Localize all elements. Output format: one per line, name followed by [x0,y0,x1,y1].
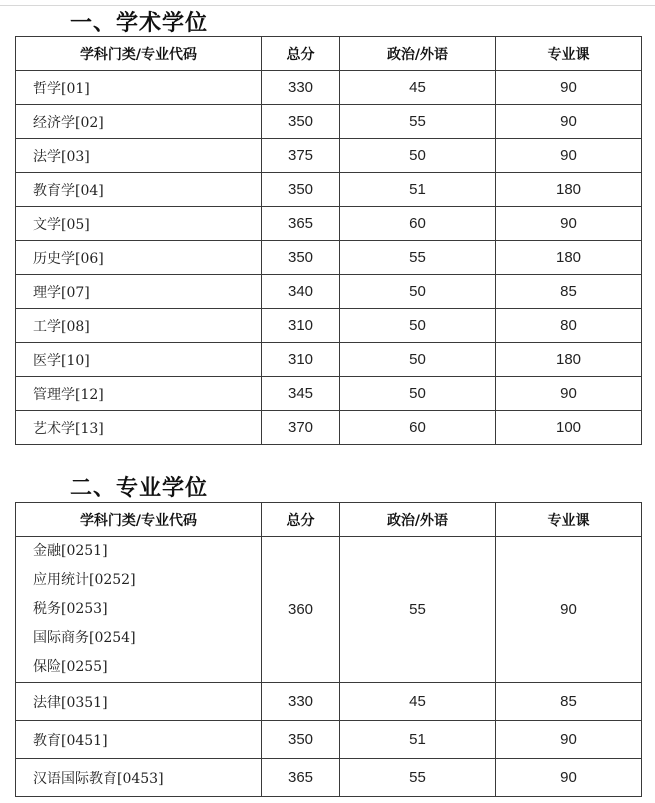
discipline-name: 医学[10] [16,343,262,377]
table-header-row [16,503,642,537]
discipline-name: 哲学[01] [16,71,262,105]
politics-foreign-score: 51 [340,721,496,759]
discipline-name: 管理学[12] [16,377,262,411]
politics-foreign-score: 50 [340,343,496,377]
major-score: 90 [496,377,642,411]
discipline-name: 工学[08] [16,309,262,343]
header-politics-foreign: 政治/外语 [340,37,496,71]
header-politics-foreign: 政治/外语 [340,503,496,537]
discipline-name: 经济学[02] [16,105,262,139]
discipline-name: 汉语国际教育[0453] [16,759,262,797]
politics-foreign-score: 50 [340,377,496,411]
total-score: 350 [262,721,340,759]
politics-foreign-score: 50 [340,275,496,309]
table-row [16,411,642,445]
table-row [16,377,642,411]
table-header-row [16,37,642,71]
major-score: 90 [496,207,642,241]
table-row [16,173,642,207]
major-score: 85 [496,275,642,309]
discipline-name: 应用统计[0252] [33,572,136,588]
politics-foreign-score: 50 [340,139,496,173]
discipline-name: 法学[03] [16,139,262,173]
major-score: 180 [496,173,642,207]
header-total: 总分 [262,503,340,537]
total-score: 375 [262,139,340,173]
discipline-name: 理学[07] [16,275,262,309]
total-score: 340 [262,275,340,309]
discipline-name: 历史学[06] [16,241,262,275]
politics-foreign-score: 55 [340,241,496,275]
major-score: 180 [496,241,642,275]
table-row [16,309,642,343]
header-discipline: 学科门类/专业代码 [16,37,262,71]
total-score: 360 [262,537,340,683]
table-row [16,139,642,173]
major-score: 90 [496,105,642,139]
professional-degree-table [15,502,642,797]
politics-foreign-score: 60 [340,411,496,445]
table-row [16,683,642,721]
total-score: 345 [262,377,340,411]
table-row [16,71,642,105]
major-score: 90 [496,71,642,105]
table-row [16,207,642,241]
politics-foreign-score: 60 [340,207,496,241]
discipline-name: 保险[0255] [33,659,108,675]
total-score: 370 [262,411,340,445]
header-major: 专业课 [496,503,642,537]
table-row [16,275,642,309]
discipline-name: 文学[05] [16,207,262,241]
section-title-academic: 一、学术学位 [70,11,209,36]
table-row [16,105,642,139]
politics-foreign-score: 50 [340,309,496,343]
politics-foreign-score: 45 [340,71,496,105]
total-score: 310 [262,343,340,377]
table-row [16,759,642,797]
total-score: 330 [262,683,340,721]
discipline-name: 税务[0253] [33,601,108,617]
discipline-name: 教育[0451] [16,721,262,759]
academic-degree-table [15,36,642,445]
politics-foreign-score: 55 [340,537,496,683]
major-score: 85 [496,683,642,721]
total-score: 365 [262,759,340,797]
major-score: 90 [496,139,642,173]
total-score: 330 [262,71,340,105]
table-row [16,343,642,377]
politics-foreign-score: 51 [340,173,496,207]
section-title-professional: 二、专业学位 [70,476,209,501]
header-discipline: 学科门类/专业代码 [16,503,262,537]
discipline-name: 金融[0251] [33,543,108,559]
discipline-name: 法律[0351] [16,683,262,721]
table-row [16,241,642,275]
total-score: 350 [262,241,340,275]
major-score: 90 [496,537,642,683]
total-score: 365 [262,207,340,241]
major-score: 80 [496,309,642,343]
major-score: 90 [496,721,642,759]
major-score: 180 [496,343,642,377]
table-row [16,721,642,759]
discipline-name: 教育学[04] [16,173,262,207]
politics-foreign-score: 55 [340,759,496,797]
major-score: 100 [496,411,642,445]
total-score: 350 [262,105,340,139]
header-major: 专业课 [496,37,642,71]
politics-foreign-score: 45 [340,683,496,721]
merged-table-row [16,537,642,683]
total-score: 350 [262,173,340,207]
header-total: 总分 [262,37,340,71]
discipline-name: 艺术学[13] [16,411,262,445]
total-score: 310 [262,309,340,343]
discipline-name-group [16,537,262,683]
politics-foreign-score: 55 [340,105,496,139]
discipline-name: 国际商务[0254] [33,630,136,646]
major-score: 90 [496,759,642,797]
